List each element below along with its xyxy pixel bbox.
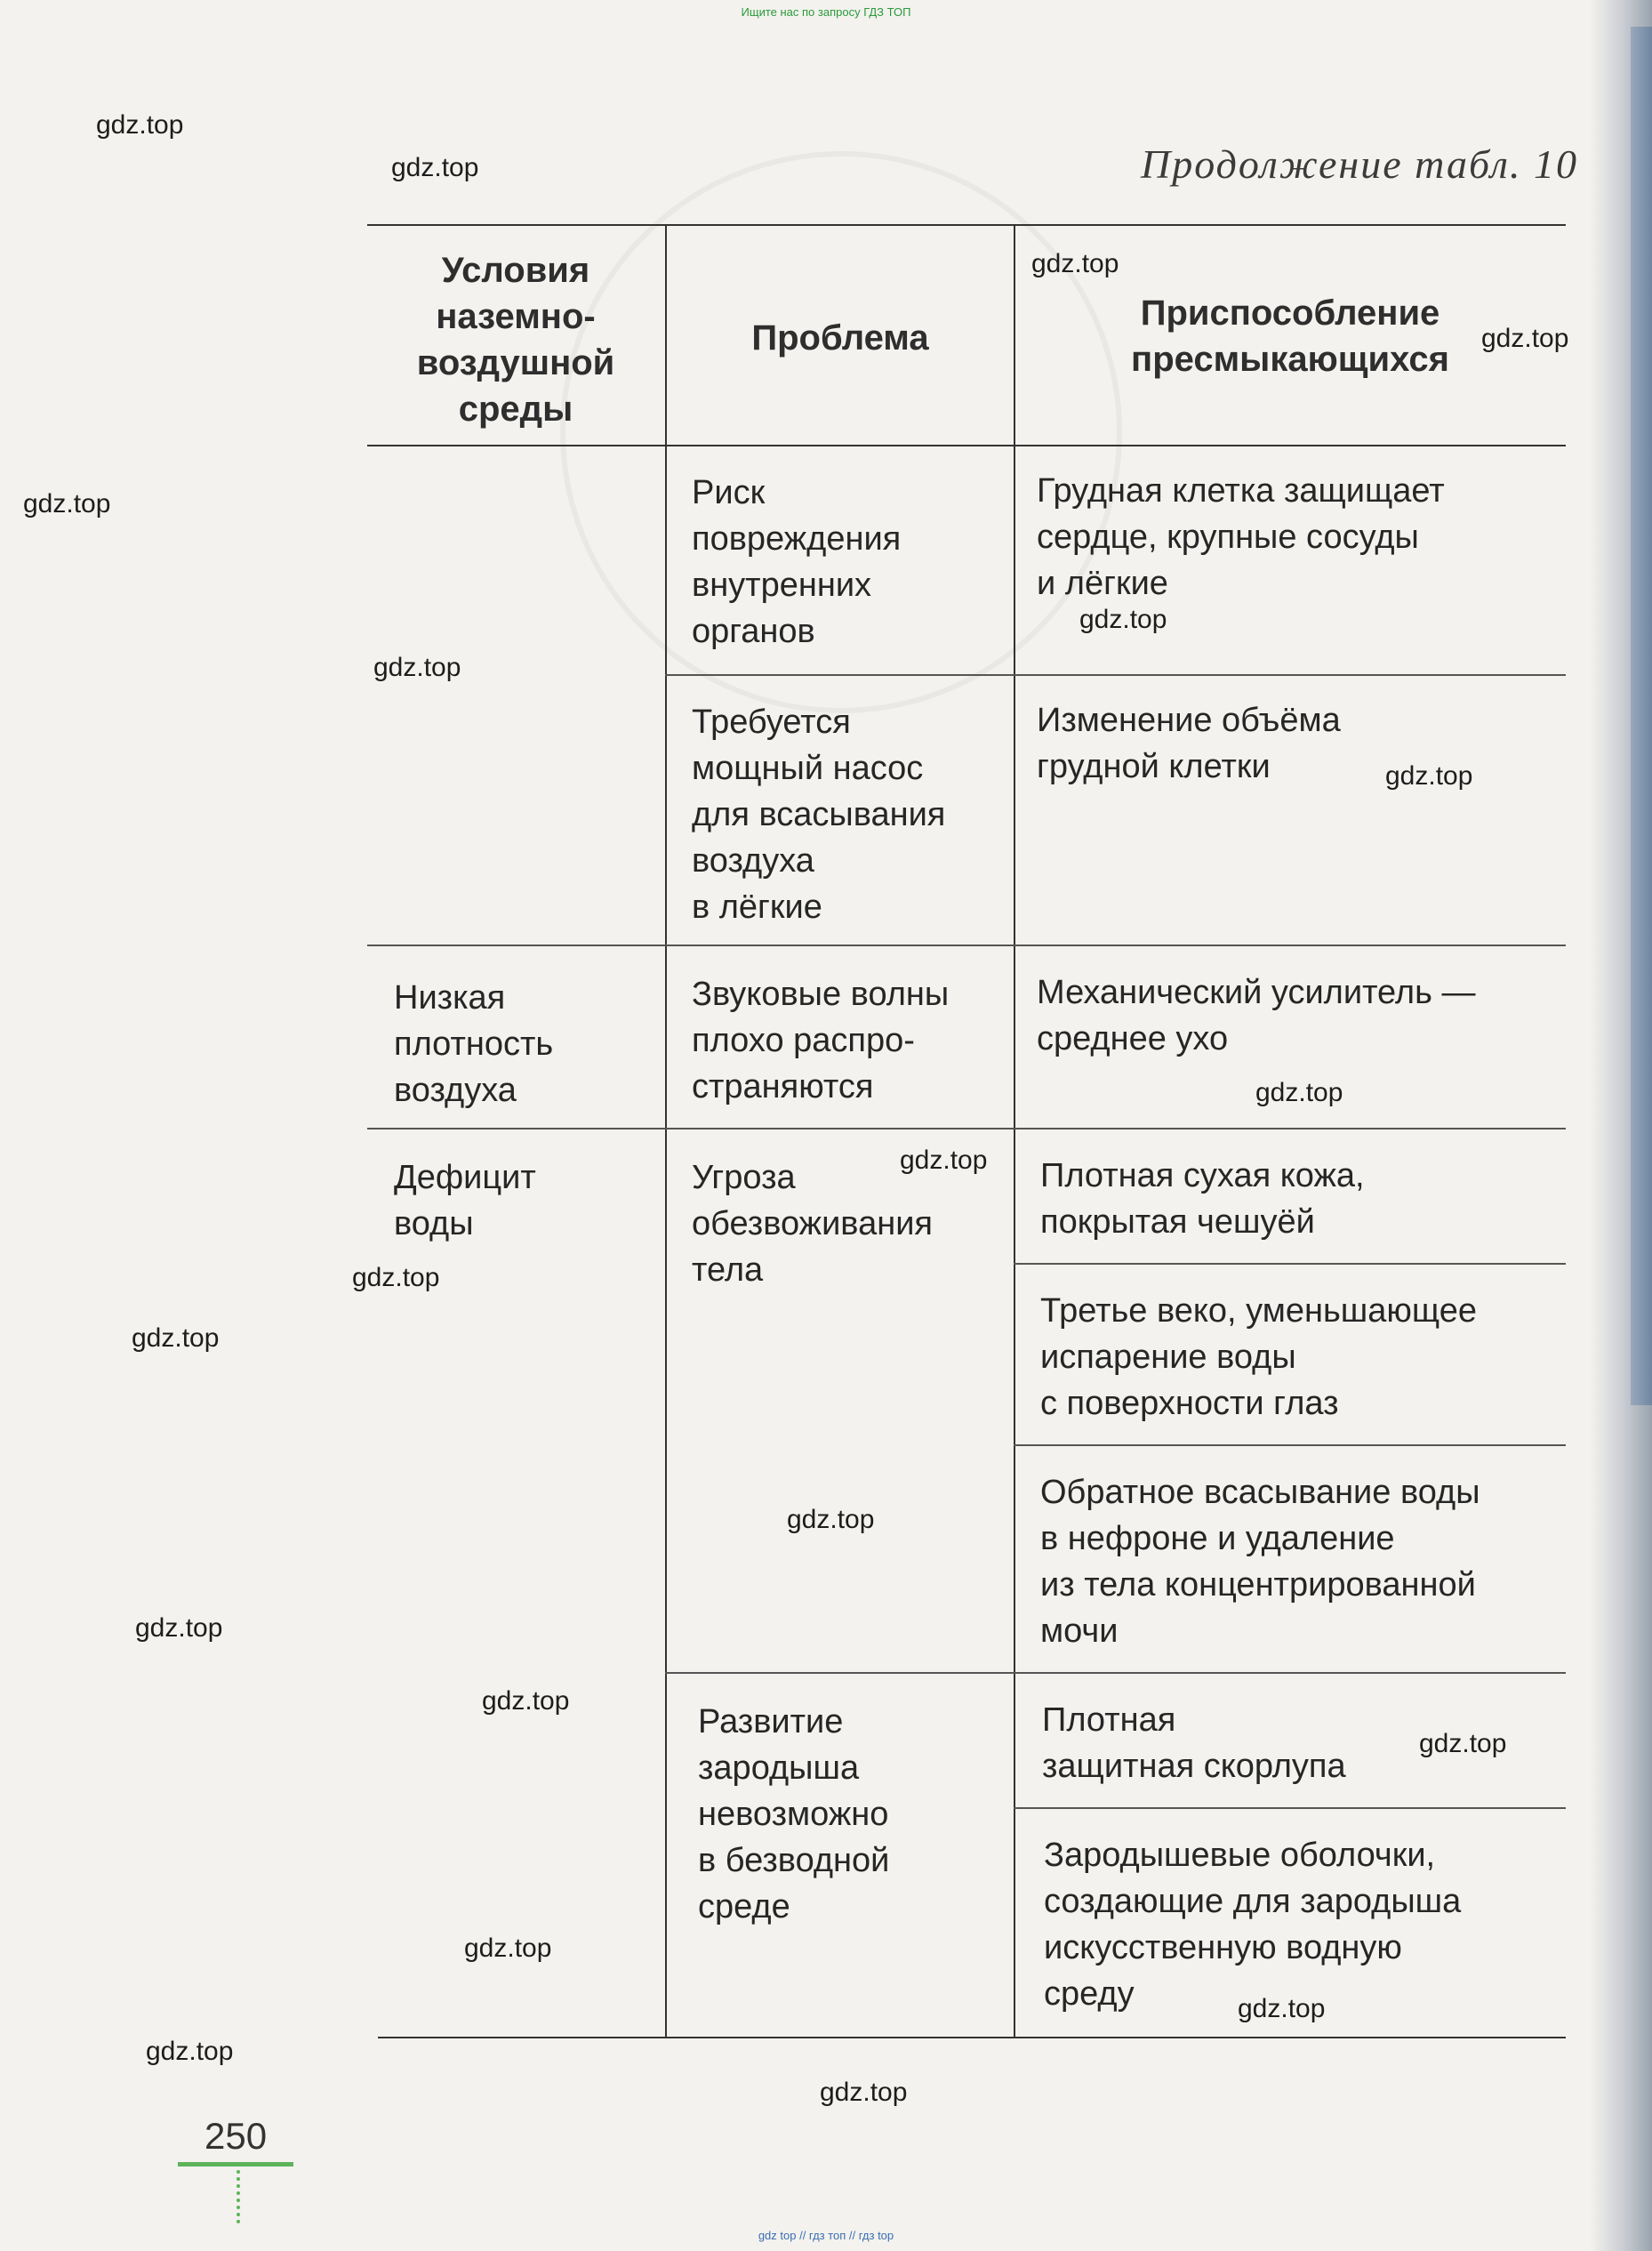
watermark: gdz.top (1238, 1994, 1326, 2023)
condition-water-deficit (394, 1154, 536, 1247)
cell-line: страняются (692, 1068, 874, 1105)
adaptation-chest-volume (1037, 697, 1341, 790)
page-number: 250 (204, 2115, 268, 2157)
row-rule (1014, 1807, 1566, 1809)
cell-line: плохо распро- (692, 1022, 915, 1059)
problem-embryo (698, 1699, 889, 1930)
adaptation-scaly-skin (1040, 1153, 1365, 1245)
cell-line: воздуха (692, 842, 814, 880)
cell-line: среднее ухо (1037, 1020, 1229, 1057)
cell-line: Низкая (394, 979, 506, 1017)
cell-line: мочи (1040, 1612, 1119, 1650)
bottom-banner: gdz top // гдз топ // гдз top (758, 2229, 894, 2242)
page-number-underline (178, 2162, 293, 2167)
problem-organ-damage (692, 470, 901, 655)
watermark: gdz.top (96, 110, 184, 140)
cell-line: среду (1044, 1975, 1135, 2013)
row-rule (367, 945, 1566, 946)
cell-line: органов (692, 613, 815, 650)
watermark: gdz.top (900, 1146, 988, 1175)
cell-line: Третье веко, уменьшающее (1040, 1292, 1478, 1330)
cell-line: плотность (394, 1025, 554, 1063)
cell-line: испарение воды (1040, 1339, 1296, 1376)
header-line: воздушной (416, 343, 615, 382)
header-line: среды (458, 390, 573, 429)
cell-line: Развитие (698, 1703, 844, 1741)
watermark: gdz.top (1031, 249, 1119, 278)
next-page-edge (1631, 27, 1652, 1405)
cell-line: в нефроне и удаление (1040, 1520, 1395, 1557)
row-rule (1014, 1263, 1566, 1265)
header-problem (669, 315, 1012, 361)
cell-line: Плотная сухая кожа, (1040, 1157, 1365, 1194)
header-line: Приспособление (1140, 293, 1440, 333)
cell-line: зародыша (698, 1749, 860, 1787)
watermark: gdz.top (135, 1613, 223, 1643)
table-bottom-rule (378, 2037, 1566, 2038)
watermark: gdz.top (391, 153, 479, 182)
cell-line: Риск (692, 474, 766, 511)
watermark: gdz.top (23, 489, 111, 519)
cell-line: Звуковые волны (692, 976, 950, 1013)
cell-line: Изменение объёма (1037, 702, 1341, 739)
cell-line: воздуха (394, 1072, 517, 1109)
cell-line: Дефицит (394, 1159, 536, 1196)
cell-line: в безводной (698, 1842, 890, 1879)
cell-line: Плотная (1042, 1701, 1176, 1739)
adaptation-shell (1042, 1697, 1346, 1789)
problem-air-pump (692, 699, 945, 930)
cell-line: грудной клетки (1037, 748, 1271, 785)
cell-line: создающие для зародыша (1044, 1883, 1462, 1920)
cell-line: искусственную водную (1044, 1929, 1402, 1966)
cell-line: и лёгкие (1037, 565, 1168, 602)
watermark: gdz.top (820, 2078, 908, 2107)
row-rule (1014, 1444, 1566, 1446)
cell-line: воды (394, 1205, 474, 1242)
watermark: gdz.top (464, 1933, 552, 1963)
header-line: Условия (441, 251, 590, 290)
cell-line: защитная скорлупа (1042, 1748, 1346, 1785)
cell-line: из тела концентрированной (1040, 1566, 1476, 1604)
watermark: gdz.top (482, 1686, 570, 1716)
cell-line: повреждения (692, 520, 902, 558)
cell-line: Угроза (692, 1159, 796, 1196)
cell-line: мощный насос (692, 750, 924, 787)
watermark: gdz.top (373, 653, 461, 682)
cell-line: обезвоживания (692, 1205, 933, 1242)
adaptation-middle-ear (1037, 969, 1475, 1062)
row-rule (367, 1128, 1566, 1130)
adaptation-rib-cage (1037, 468, 1445, 607)
cell-line: Грудная клетка защищает (1037, 472, 1445, 510)
header-line: Проблема (751, 318, 929, 358)
cell-line: внутренних (692, 567, 872, 604)
header-adaptation (1019, 290, 1561, 382)
cell-line: среде (698, 1888, 790, 1925)
watermark: gdz.top (1255, 1078, 1343, 1107)
watermark: gdz.top (787, 1505, 875, 1534)
cell-line: Зародышевые оболочки, (1044, 1837, 1436, 1874)
table-header-summary (0, 0, 1, 1)
cell-line: невозможно (698, 1796, 889, 1833)
cell-line: покрытая чешуёй (1040, 1203, 1315, 1241)
cell-line: сердце, крупные сосуды (1037, 519, 1419, 556)
watermark: gdz.top (132, 1323, 220, 1353)
row-rule (665, 1672, 1566, 1674)
table-top-rule (367, 224, 1566, 226)
watermark: gdz.top (352, 1263, 440, 1292)
row-rule (665, 674, 1566, 676)
cell-line: в лёгкие (692, 888, 822, 926)
watermark: gdz.top (1419, 1729, 1507, 1758)
col-divider-1 (665, 224, 667, 2037)
cell-line: с поверхности глаз (1040, 1385, 1339, 1422)
col-divider-2 (1014, 224, 1015, 2037)
header-bottom-rule (367, 445, 1566, 446)
problem-sound-waves (692, 971, 949, 1110)
adaptation-nephron (1040, 1469, 1480, 1654)
cell-line: Обратное всасывание воды (1040, 1474, 1480, 1511)
watermark: gdz.top (1481, 324, 1569, 353)
watermark: gdz.top (1385, 761, 1473, 791)
header-line: пресмыкающихся (1131, 340, 1449, 379)
watermark: gdz.top (1079, 605, 1167, 634)
condition-low-density (394, 975, 553, 1113)
problem-dehydration (692, 1154, 933, 1293)
adaptation-embryo-membranes (1044, 1832, 1461, 2017)
header-line: наземно- (436, 297, 596, 336)
adaptation-third-eyelid (1040, 1288, 1477, 1427)
page-number-dots (237, 2170, 240, 2223)
cell-line: для всасывания (692, 796, 946, 833)
table-caption: Продолжение табл. 10 (1141, 141, 1578, 187)
watermark: gdz.top (146, 2037, 234, 2066)
top-banner: Ищите нас по запросу ГДЗ ТОП (741, 5, 911, 19)
cell-line: Требуется (692, 703, 851, 741)
cell-line: Механический усилитель — (1037, 974, 1476, 1011)
header-conditions (378, 247, 654, 432)
cell-line: тела (692, 1251, 764, 1289)
